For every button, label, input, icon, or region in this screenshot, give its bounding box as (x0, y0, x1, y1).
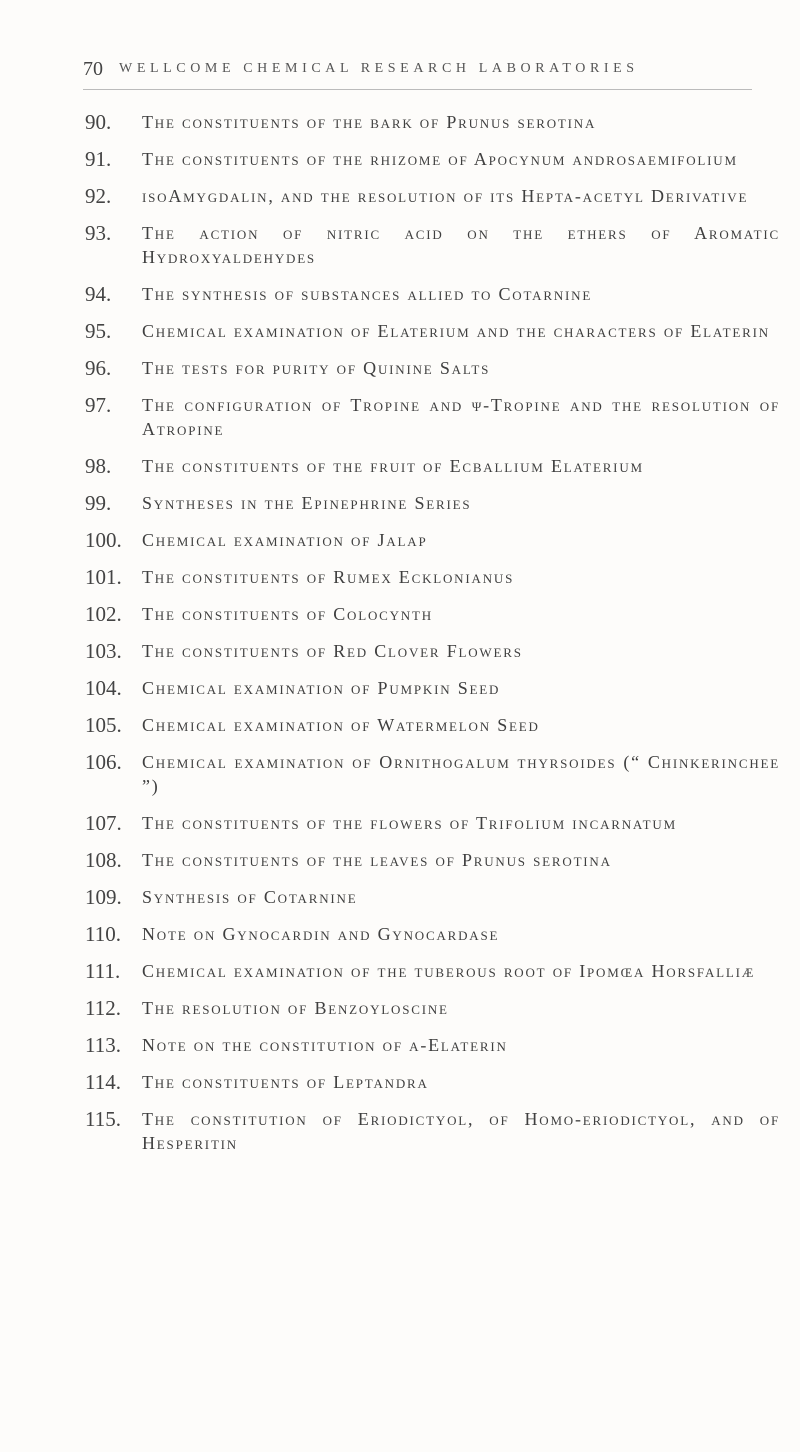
entry-number: 108. (85, 848, 122, 872)
entry-number: 105. (85, 713, 122, 737)
entry-title: The synthesis of substances allied to Cotarnine (142, 284, 593, 304)
list-item (85, 676, 780, 700)
entry-title: Chemical examination of Elaterium and the characters of Elaterin (142, 321, 770, 341)
list-item (85, 565, 780, 589)
list-item (85, 959, 780, 983)
list-item (85, 393, 780, 441)
entry-number: 97. (85, 393, 112, 417)
list-item (85, 110, 780, 134)
entry-title: The constitution of Eriodictyol, of Homo-eriodictyol, and of Hesperitin (142, 1109, 780, 1153)
entry-number: 101. (85, 565, 122, 589)
entry-title: The constituents of the flowers of Trifolium incarnatum (142, 813, 677, 833)
entry-number: 92. (85, 184, 112, 208)
entry-title: Chemical examination of the tuberous root of Ipomœa Horsfalliæ (142, 961, 756, 981)
list-item (85, 922, 780, 946)
entry-number: 91. (85, 147, 112, 171)
entry-number: 96. (85, 356, 112, 380)
entry-number: 100. (85, 528, 122, 552)
entry-title: The constituents of the leaves of Prunus serotina (142, 850, 612, 870)
entry-number: 112. (85, 996, 121, 1020)
list-item (85, 1107, 780, 1155)
list-item (85, 602, 780, 626)
entry-title: The resolution of Benzoyloscine (142, 998, 449, 1018)
entry-number: 104. (85, 676, 122, 700)
list-item (85, 184, 780, 208)
list-item (85, 848, 780, 872)
entry-number: 114. (85, 1070, 121, 1094)
list-item (85, 1070, 780, 1094)
entry-title: The configuration of Tropine and ψ-Tropine and the resolution of Atropine (142, 395, 780, 439)
entry-number: 93. (85, 221, 112, 245)
entry-title: Chemical examination of Pumpkin Seed (142, 678, 501, 698)
entry-title: The constituents of the fruit of Ecballium Elaterium (142, 456, 644, 476)
entry-number: 99. (85, 491, 112, 515)
list-item (85, 147, 780, 171)
entry-number: 106. (85, 750, 122, 774)
list-item (85, 713, 780, 737)
entry-title: The constituents of the rhizome of Apocynum androsaemifolium (142, 149, 738, 169)
list-item (85, 639, 780, 663)
publication-list (85, 110, 780, 1168)
entry-title: Note on Gynocardin and Gynocardase (142, 924, 500, 944)
entry-number: 113. (85, 1033, 121, 1057)
list-item (85, 221, 780, 269)
entry-number: 103. (85, 639, 122, 663)
entry-title: The constituents of Leptandra (142, 1072, 429, 1092)
entry-title: The constituents of Colocynth (142, 604, 433, 624)
list-item (85, 811, 780, 835)
entry-number: 107. (85, 811, 122, 835)
entry-title: Synthesis of Cotarnine (142, 887, 358, 907)
entry-title: Chemical examination of Jalap (142, 530, 428, 550)
entry-number: 109. (85, 885, 122, 909)
entry-title: Chemical examination of Ornithogalum thyrsoides (“ Chinkerinchee ”) (142, 752, 780, 796)
entry-number: 98. (85, 454, 112, 478)
entry-number: 102. (85, 602, 122, 626)
entry-number: 94. (85, 282, 112, 306)
entry-title: The constituents of Rumex Ecklonianus (142, 567, 515, 587)
entry-title: The constituents of the bark of Prunus serotina (142, 112, 597, 132)
entry-title: Note on the constitution of α-Elaterin (142, 1035, 508, 1055)
entry-number: 95. (85, 319, 112, 343)
entry-title: isoAmygdalin, and the resolution of its Hepta-acetyl Derivative (142, 186, 749, 206)
list-item (85, 319, 780, 343)
entry-title: Chemical examination of Watermelon Seed (142, 715, 540, 735)
running-head: WELLCOME CHEMICAL RESEARCH LABORATORIES (119, 61, 639, 76)
entry-title: The tests for purity of Quinine Salts (142, 358, 491, 378)
entry-title: The action of nitric acid on the ethers of Aromatic Hydroxyaldehydes (142, 223, 780, 267)
entry-title: Syntheses in the Epinephrine Series (142, 493, 472, 513)
list-item (85, 1033, 780, 1057)
list-item (85, 996, 780, 1020)
list-item (85, 491, 780, 515)
page-number: 70 (83, 58, 103, 80)
list-item (85, 750, 780, 798)
page-header (83, 58, 750, 88)
list-item (85, 454, 780, 478)
list-item (85, 528, 780, 552)
entry-title: The constituents of Red Clover Flowers (142, 641, 523, 661)
list-item (85, 356, 780, 380)
list-item (85, 282, 780, 306)
list-item (85, 885, 780, 909)
entry-number: 115. (85, 1107, 121, 1131)
entry-number: 111. (85, 959, 121, 983)
header-rule (83, 89, 752, 90)
entry-number: 110. (85, 922, 121, 946)
entry-number: 90. (85, 110, 112, 134)
